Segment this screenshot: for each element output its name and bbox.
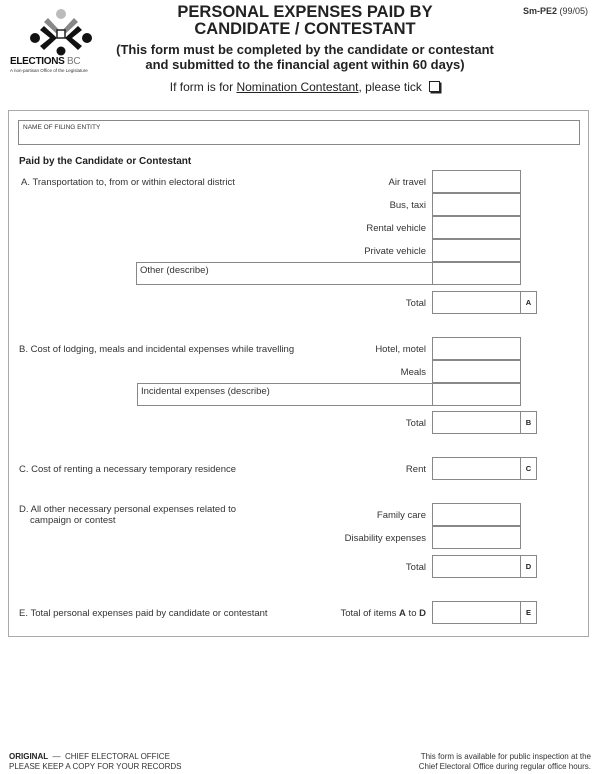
logo-word-suffix: BC (67, 56, 81, 67)
incidental-describe-label: Incidental expenses (describe) (141, 386, 270, 397)
section-c-label: C. Cost of renting a necessary temporary residence (19, 464, 237, 475)
rent-field[interactable] (432, 457, 537, 480)
rental-vehicle-field[interactable] (432, 216, 521, 239)
filing-entity-label: NAME OF FILING ENTITY (23, 124, 101, 131)
elections-bc-logo (8, 8, 108, 76)
footer-keep-copy: PLEASE KEEP A COPY FOR YOUR RECORDS (9, 762, 182, 771)
total-d-ref: D (419, 608, 426, 619)
other-describe-label: Other (describe) (140, 265, 209, 276)
section-d-label-line-1: D. All other necessary personal expenses related to (19, 504, 237, 515)
nomination-contestant-checkbox[interactable] (429, 81, 440, 92)
total-e-field[interactable] (432, 601, 537, 624)
section-heading: Paid by the Candidate or Contestant (19, 156, 192, 167)
nomination-contestant-line (110, 80, 500, 94)
total-mid: to (405, 608, 420, 619)
section-d-label (19, 504, 236, 526)
disability-expenses-field[interactable] (432, 526, 521, 549)
title-line-1: PERSONAL EXPENSES PAID BY (177, 3, 433, 21)
tick-suffix: , please tick (358, 80, 422, 94)
private-vehicle-label: Private vehicle (364, 246, 426, 257)
family-care-label: Family care (376, 510, 426, 521)
tick-prefix: If form is for (169, 80, 237, 94)
form-version: (99/05) (559, 6, 588, 16)
incidental-describe-field[interactable] (137, 383, 433, 406)
meals-label: Meals (400, 367, 426, 378)
form-code-id: Sm-PE2 (522, 6, 557, 16)
rent-label: Rent (405, 464, 426, 475)
form-code (523, 6, 588, 16)
total-prefix: Total of items (340, 608, 400, 619)
other-amount-field[interactable] (432, 262, 521, 285)
air-travel-label: Air travel (388, 177, 426, 188)
air-travel-field[interactable] (432, 170, 521, 193)
logo-tagline: A non-partisan Office of the Legislature (10, 68, 88, 73)
filing-entity-name-field[interactable] (18, 120, 580, 145)
nomination-contestant-label: Nomination Contestant (236, 80, 359, 94)
section-b-label: B. Cost of lodging, meals and incidental expenses while travelling (19, 344, 295, 355)
total-d-field[interactable] (432, 555, 537, 578)
other-describe-field[interactable] (136, 262, 433, 285)
page-subtitle (110, 42, 500, 72)
total-a-letter: A (520, 292, 536, 313)
footer-public-line-1: This form is available for public inspection at the (420, 752, 591, 761)
total-c-letter: C (520, 458, 536, 479)
total-e-letter: E (520, 602, 536, 623)
footer-left (9, 752, 182, 772)
page-title (110, 4, 500, 38)
bus-taxi-label: Bus, taxi (389, 200, 426, 211)
private-vehicle-field[interactable] (432, 239, 521, 262)
footer-original: ORIGINAL (9, 752, 49, 761)
footer-office: — CHIEF ELECTORAL OFFICE (48, 752, 170, 761)
logo-wordmark (10, 56, 80, 67)
subtitle-line-1: (This form must be completed by the candidate or contestant (116, 42, 494, 57)
total-b-field[interactable] (432, 411, 537, 434)
hotel-motel-field[interactable] (432, 337, 521, 360)
total-d-label: Total (405, 562, 426, 573)
family-care-field[interactable] (432, 503, 521, 526)
total-d-letter: D (520, 556, 536, 577)
section-a-label: A. Transportation to, from or within electoral district (21, 177, 235, 188)
meals-field[interactable] (432, 360, 521, 383)
logo-emblem-icon (26, 8, 96, 56)
logo-word: ELECTIONS (10, 56, 65, 67)
total-b-letter: B (520, 412, 536, 433)
rental-vehicle-label: Rental vehicle (366, 223, 426, 234)
total-a-field[interactable] (432, 291, 537, 314)
section-e-label: E. Total personal expenses paid by candidate or contestant (19, 608, 268, 619)
footer-right (419, 752, 591, 772)
section-d-label-line-2: campaign or contest (30, 515, 116, 526)
subtitle-line-2: and submitted to the financial agent within 60 days) (145, 57, 465, 72)
footer-public-line-2: Chief Electoral Office during regular office hours. (418, 762, 591, 771)
total-b-label: Total (405, 418, 426, 429)
bus-taxi-field[interactable] (432, 193, 521, 216)
title-line-2: CANDIDATE / CONTESTANT (194, 20, 416, 38)
total-a-to-d-label (226, 608, 426, 619)
disability-expenses-label: Disability expenses (344, 533, 426, 544)
hotel-motel-label: Hotel, motel (375, 344, 426, 355)
total-a-label: Total (405, 298, 426, 309)
incidental-amount-field[interactable] (432, 383, 521, 406)
total-a-ref: A (399, 608, 406, 619)
